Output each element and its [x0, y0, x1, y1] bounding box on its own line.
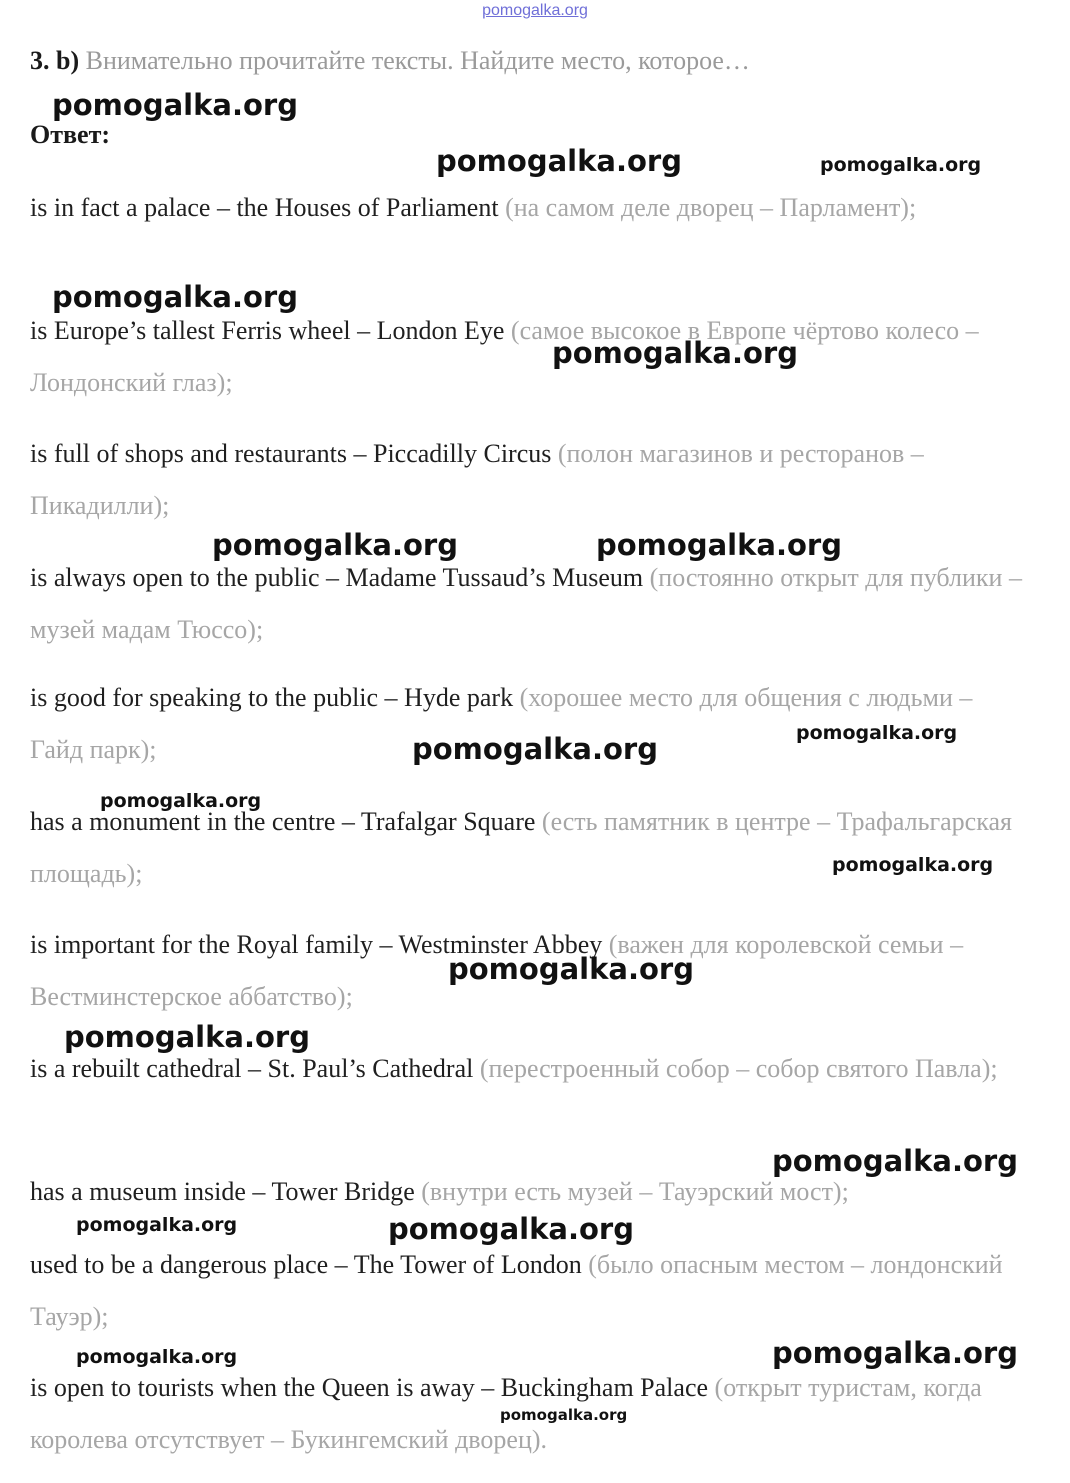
answer-item-english: has a museum inside – Tower Bridge: [30, 1177, 415, 1206]
watermark: pomogalka.org: [212, 528, 458, 562]
answer-item: [30, 1239, 1030, 1343]
task-heading: [30, 46, 750, 76]
watermark: pomogalka.org: [820, 154, 982, 176]
answer-item-english: is in fact a palace – the Houses of Parliament: [30, 193, 499, 222]
answer-item-english: is good for speaking to the public – Hyde park: [30, 683, 514, 712]
answer-item: [30, 552, 1030, 656]
task-number: 3. b): [30, 46, 80, 75]
watermark: pomogalka.org: [76, 1346, 238, 1368]
answer-item-translation: (внутри есть музей – Тауэрский мост);: [421, 1177, 849, 1206]
task-instruction: Внимательно прочитайте тексты. Найдите место, которое…: [85, 46, 750, 75]
watermark: pomogalka.org: [552, 336, 798, 370]
answer-item-translation: (важен для королевской семьи – Вестминстерское аббатство);: [30, 930, 964, 1011]
watermark: pomogalka.org: [100, 790, 262, 812]
watermark: pomogalka.org: [52, 88, 298, 122]
watermark: pomogalka.org: [596, 528, 842, 562]
answer-item: [30, 305, 1030, 409]
answer-label: Ответ:: [30, 120, 111, 149]
answer-item-english: is Europe’s tallest Ferris wheel – London Eye: [30, 316, 505, 345]
watermark: pomogalka.org: [52, 280, 298, 314]
answer-item-translation: (полон магазинов и ресторанов – Пикадилли);: [30, 439, 924, 520]
header-watermark-link[interactable]: pomogalka.org: [482, 2, 588, 19]
answer-item: [30, 182, 1030, 234]
answer-item-translation: (самое высокое в Европе чёртово колесо – Лондонский глаз);: [30, 316, 979, 397]
answer-item-english: is a rebuilt cathedral – St. Paul’s Cathedral: [30, 1054, 474, 1083]
answer-item-translation: (постоянно открыт для публики – музей мадам Тюссо);: [30, 563, 1022, 644]
watermark: pomogalka.org: [772, 1336, 1018, 1370]
answer-item-english: is always open to the public – Madame Tussaud’s Museum: [30, 563, 644, 592]
answer-item-english: has a monument in the centre – Trafalgar Square: [30, 807, 536, 836]
answer-item-english: is important for the Royal family – Westminster Abbey: [30, 930, 603, 959]
answer-item-english: is full of shops and restaurants – Piccadilly Circus: [30, 439, 552, 468]
watermark: pomogalka.org: [448, 952, 694, 986]
watermark: pomogalka.org: [436, 144, 682, 178]
answer-item-translation: (хорошее место для общения с людьми – Гайд парк);: [30, 683, 973, 764]
answer-item-translation: (есть памятник в центре – Трафальгарская площадь);: [30, 807, 1012, 888]
watermark: pomogalka.org: [796, 722, 958, 744]
watermark: pomogalka.org: [388, 1212, 634, 1246]
answer-item-translation: (было опасным местом – лондонский Тауэр);: [30, 1250, 1003, 1331]
answer-item-translation: (на самом деле дворец – Парламент);: [505, 193, 917, 222]
watermark: pomogalka.org: [500, 1406, 628, 1424]
answer-item-translation: (перестроенный собор – собор святого Павла);: [479, 1054, 998, 1083]
watermark: pomogalka.org: [64, 1020, 310, 1054]
answer-item-english: used to be a dangerous place – The Tower of London: [30, 1250, 582, 1279]
answer-item-english: is open to tourists when the Queen is away – Buckingham Palace: [30, 1373, 709, 1402]
answer-item: [30, 428, 1030, 532]
watermark: pomogalka.org: [832, 854, 994, 876]
watermark: pomogalka.org: [772, 1144, 1018, 1178]
watermark: pomogalka.org: [76, 1214, 238, 1236]
answer-item-translation: (открыт туристам, когда королева отсутствует – Букингемский дворец).: [30, 1373, 982, 1454]
watermark: pomogalka.org: [412, 732, 658, 766]
